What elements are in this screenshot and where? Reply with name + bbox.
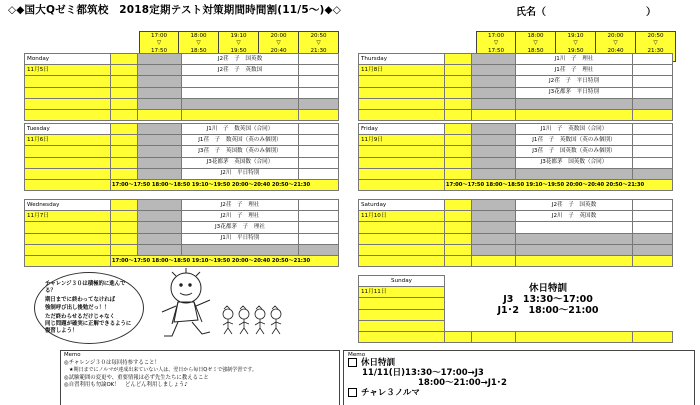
checkbox-challenge[interactable] xyxy=(348,388,357,397)
day-date: 11月5日 xyxy=(25,65,111,76)
day-name: Sunday xyxy=(359,276,445,287)
time-slot-4: 20:00 ▽ 20:40 xyxy=(259,31,299,62)
lesson: J2荏 子 国英数 xyxy=(182,54,299,65)
lesson: J1川 平日特別 xyxy=(182,233,299,244)
lesson: J1荏 子 理社 xyxy=(516,65,633,76)
time-slot-5: 20:50 ▽ 21:30 xyxy=(299,31,339,62)
lesson: J3荏 子 英国数（英のみ個別） xyxy=(182,146,299,157)
lesson: J2川 子 英国数 xyxy=(516,211,633,222)
day-table-monday xyxy=(24,53,339,121)
timebar: 17:00～17:50 18:00～18:50 19:10～19:50 20:00～20:40 20:50～21:30 xyxy=(111,255,339,266)
day-name: Friday xyxy=(359,124,445,135)
lesson: J3花都茅 子 理社 xyxy=(182,222,299,233)
lesson: J2荏 子 理社 xyxy=(182,200,299,211)
lesson: J1川 子 英数国（合同） xyxy=(516,124,633,135)
challenge-bubble: チャレンジ３０は積極的に進んでる？ 期日までに終わってなければ 強制呼び出し後勉だっ！！ ただ終わらせるだけじゃなく 同じ問題が確実に正解できるように 復習しよう！ xyxy=(34,272,144,344)
day-name: Monday xyxy=(25,54,111,65)
day-table-saturday xyxy=(358,199,673,267)
time-slot-5: 20:50 ▽ 21:30 xyxy=(636,31,676,62)
lesson: J3花都茅 国英数（合同） xyxy=(516,157,633,168)
day-table-tuesday xyxy=(24,123,339,191)
lesson: J3荏 子 国英数（英のみ個別） xyxy=(516,146,633,157)
lesson: J2川 平日特別 xyxy=(182,168,299,179)
day-date: 11月7日 xyxy=(25,211,111,222)
lesson: J2荏 子 平日特別 xyxy=(516,76,633,87)
day-date: 11月6日 xyxy=(25,135,111,146)
day-name: Wednesday xyxy=(25,200,111,211)
day-table-wednesday xyxy=(24,199,339,267)
lesson: J2荏 子 国英数 xyxy=(516,200,633,211)
lesson: J3花都茅 平日特別 xyxy=(516,87,633,98)
day-table-friday xyxy=(358,123,673,191)
lesson: J2川 子 理社 xyxy=(182,211,299,222)
time-slot-3: 19:10 ▽ 19:50 xyxy=(556,31,596,62)
day-name: Saturday xyxy=(359,200,445,211)
mascot-illustration xyxy=(148,262,308,344)
timebar: 17:00～17:50 18:00～18:50 19:10～19:50 20:00～20:40 20:50～21:30 xyxy=(445,179,673,190)
lesson: J1川 子 理社 xyxy=(516,54,633,65)
timebar: 17:00～17:50 18:00～18:50 19:10～19:50 20:00～20:40 20:50～21:30 xyxy=(111,179,339,190)
day-date: 11月9日 xyxy=(359,135,445,146)
day-name: Thursday xyxy=(359,54,445,65)
page-title: ◇◆国大Qゼミ都筑校 2018定期テスト対策期間時間割(11/5～)◆◇ xyxy=(8,4,342,16)
day-date: 11月8日 xyxy=(359,65,445,76)
time-slot-4: 20:00 ▽ 20:40 xyxy=(596,31,636,62)
lesson: J3花都茅 英国数（合同） xyxy=(182,157,299,168)
lesson: J1荏 子 英数国（英のみ個別） xyxy=(516,135,633,146)
holiday-training-notice: 休日特訓 J3 13:30～17:00 J1･2 18:00～21:00 xyxy=(497,283,599,316)
checkbox-holiday[interactable] xyxy=(348,358,357,367)
day-date: 11月11日 xyxy=(359,287,445,298)
time-slot-3: 19:10 ▽ 19:50 xyxy=(219,31,259,62)
lesson: J1荏 子 数英国（英のみ個別） xyxy=(182,135,299,146)
time-slot-2: 18:00 ▽ 18:50 xyxy=(179,31,219,62)
lesson: J1川 子 数英国（合同） xyxy=(182,124,299,135)
day-date: 11月10日 xyxy=(359,211,445,222)
memo-left: Memo ◎チャレンジ３０は毎回持参すること！ ★期日までにノルマが達成出来ていない人は、翌日から毎日Qゼミで強制学習です。 ◎試験範囲の変更や、重要情報は必ず先生たちに教えること ◎自習利用も勿論OK！ どんどん利用しましょう♪ xyxy=(60,350,340,405)
time-slot-1: 17:00 ▽ 17:50 xyxy=(476,31,516,62)
name-field-label: 氏名（ ） xyxy=(516,7,656,18)
lesson: J2荏 子 英数国 xyxy=(182,65,299,76)
time-slot-1: 17:00 ▽ 17:50 xyxy=(139,31,179,62)
day-table-thursday xyxy=(358,53,673,121)
day-name: Tuesday xyxy=(25,124,111,135)
time-slot-2: 18:00 ▽ 18:50 xyxy=(516,31,556,62)
memo-right: Memo 休日特訓 11/11(日)13:30～17:00→J3 18:00～21:00→J1･2 チャレ３ノルマ xyxy=(343,350,695,405)
